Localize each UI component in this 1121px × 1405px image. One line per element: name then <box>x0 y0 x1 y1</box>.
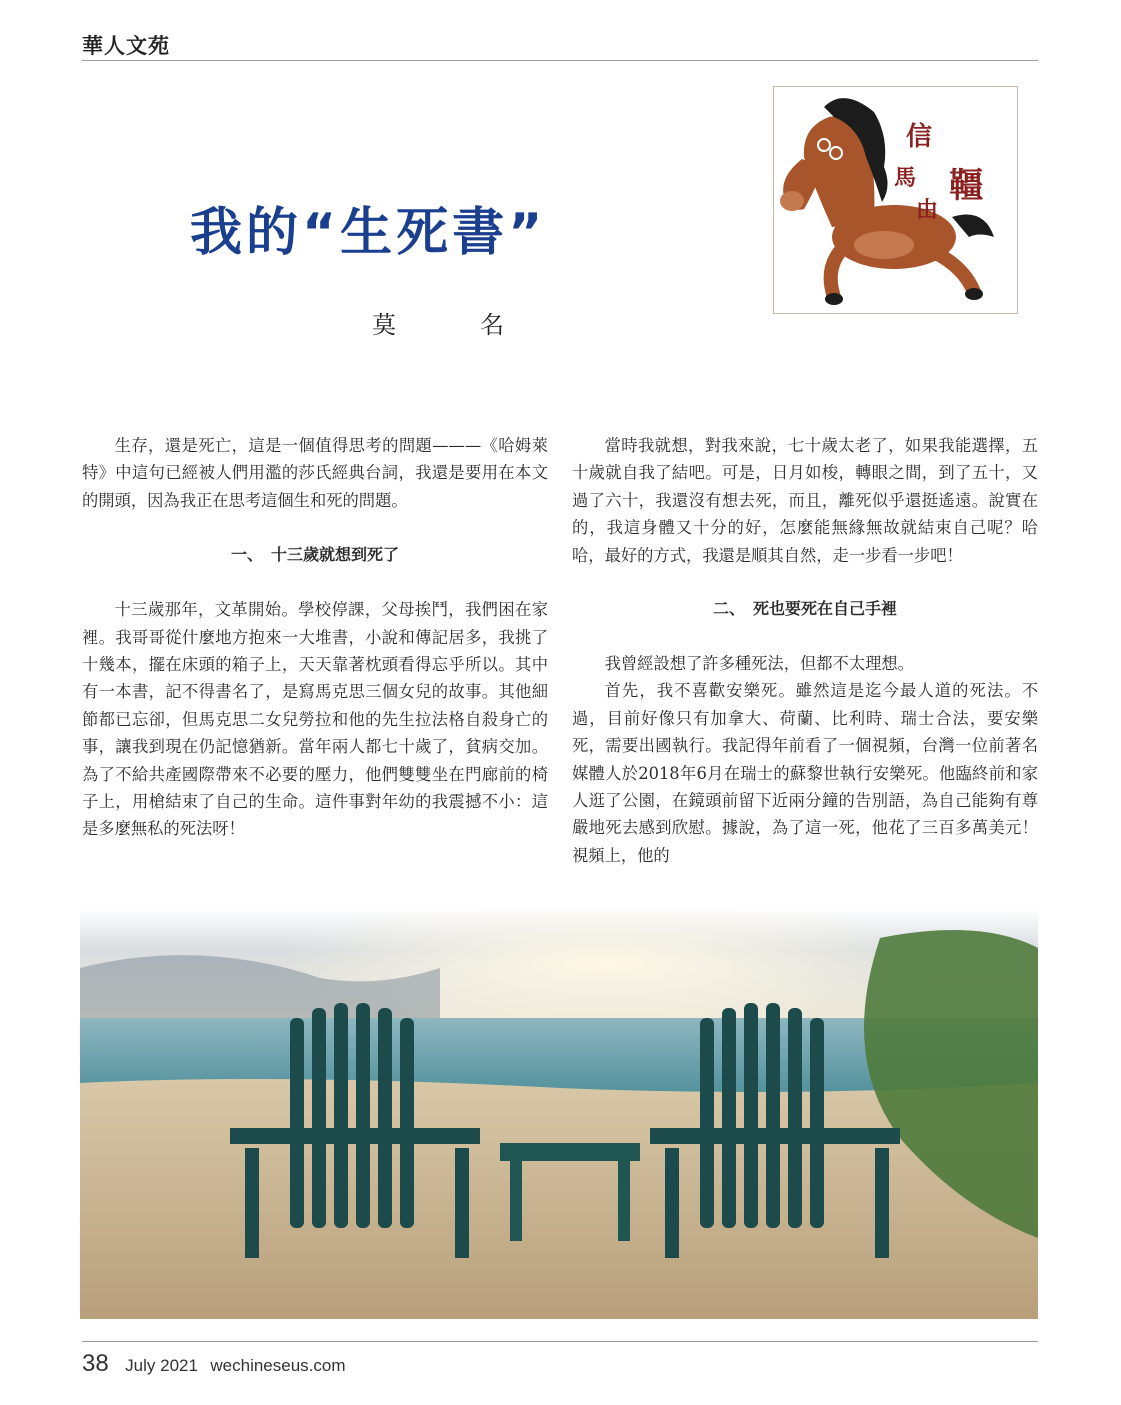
footer-rule <box>82 1341 1038 1342</box>
column-logo <box>773 86 1018 314</box>
left-column <box>82 432 548 843</box>
section-heading-1: 一、 十三歲就想到死了 <box>230 545 399 565</box>
website-link[interactable]: wechineseus.com <box>210 1356 346 1375</box>
paragraph: 首先，我不喜歡安樂死。雖然這是迄今最人道的死法。不過，目前好像只有加拿大、荷蘭、比利時、瑞士合法，要安樂死，需要出國執行。我記得年前看了一個視頻，台灣一位前著名媒體人於2018年6月在瑞士的蘇黎世執行安樂死。他臨終前和家人逛了公園，在鏡頭前留下近兩分鐘的告別語，為自己能夠有尊嚴地死去感到欣慰。據說，為了這一死，他花了三百多萬美元！視頻上，他的 <box>572 681 1038 865</box>
logo-char-2: 馬 <box>894 165 917 191</box>
page-number: 38 <box>82 1350 109 1377</box>
paragraph: 十三歲那年，文革開始。學校停課，父母挨鬥，我們困在家裡。我哥哥從什麼地方抱來一大堆書，小說和傳記居多，我挑了十幾本，擺在床頭的箱子上，天天靠著枕頭看得忘乎所以。其中有一本書，記不得書名了，是寫馬克思三個女兒的故事。其他細節都已忘卻，但馬克思二女兒勞拉和他的先生拉法格自殺身亡的事，讓我到現在仍記憶猶新。當年兩人都七十歲了，貧病交加。為了不給共產國際帶來不必要的壓力，他們雙雙坐在門廊前的椅子上，用槍結束了自己的生命。這件事對年幼的我震撼不小：這是多麼無私的死法呀！ <box>82 600 548 839</box>
logo-char-4: 韁 <box>949 166 983 206</box>
section-label: 華人文苑 <box>82 33 170 58</box>
page-footer <box>82 1350 346 1378</box>
paragraph: 當時我就想，對我來說，七十歲太老了，如果我能選擇，五十歲就自我了結吧。可是，日月如梭，轉眼之間，到了五十，又過了六十，我還沒有想去死，而且，離死似乎還挺遙遠。說實在的，我這身體又十分的好，怎麼能無緣無故就結束自己呢？哈哈，最好的方式，我還是順其自然，走一步看一步吧！ <box>572 436 1038 565</box>
section-heading-2: 二、 死也要死在自己手裡 <box>712 599 897 619</box>
paragraph: 生存，還是死亡，這是一個值得思考的問題———《哈姆萊特》中這句已經被人們用濫的莎氏經典台詞，我還是要用在本文的開頭，因為我正在思考這個生和死的問題。 <box>82 436 548 510</box>
right-column <box>572 432 1038 869</box>
logo-char-1: 信 <box>906 122 933 152</box>
horse-illustration <box>774 87 1017 313</box>
header-rule <box>82 60 1038 61</box>
article-author: 莫 名 <box>372 311 534 339</box>
article-title: 我的“生死書” <box>190 203 547 263</box>
paragraph: 我曾經設想了許多種死法，但都不太理想。 <box>604 654 914 674</box>
logo-char-3: 由 <box>916 197 939 223</box>
beach-photo <box>80 908 1038 1319</box>
issue-date: July 2021 <box>125 1356 198 1375</box>
